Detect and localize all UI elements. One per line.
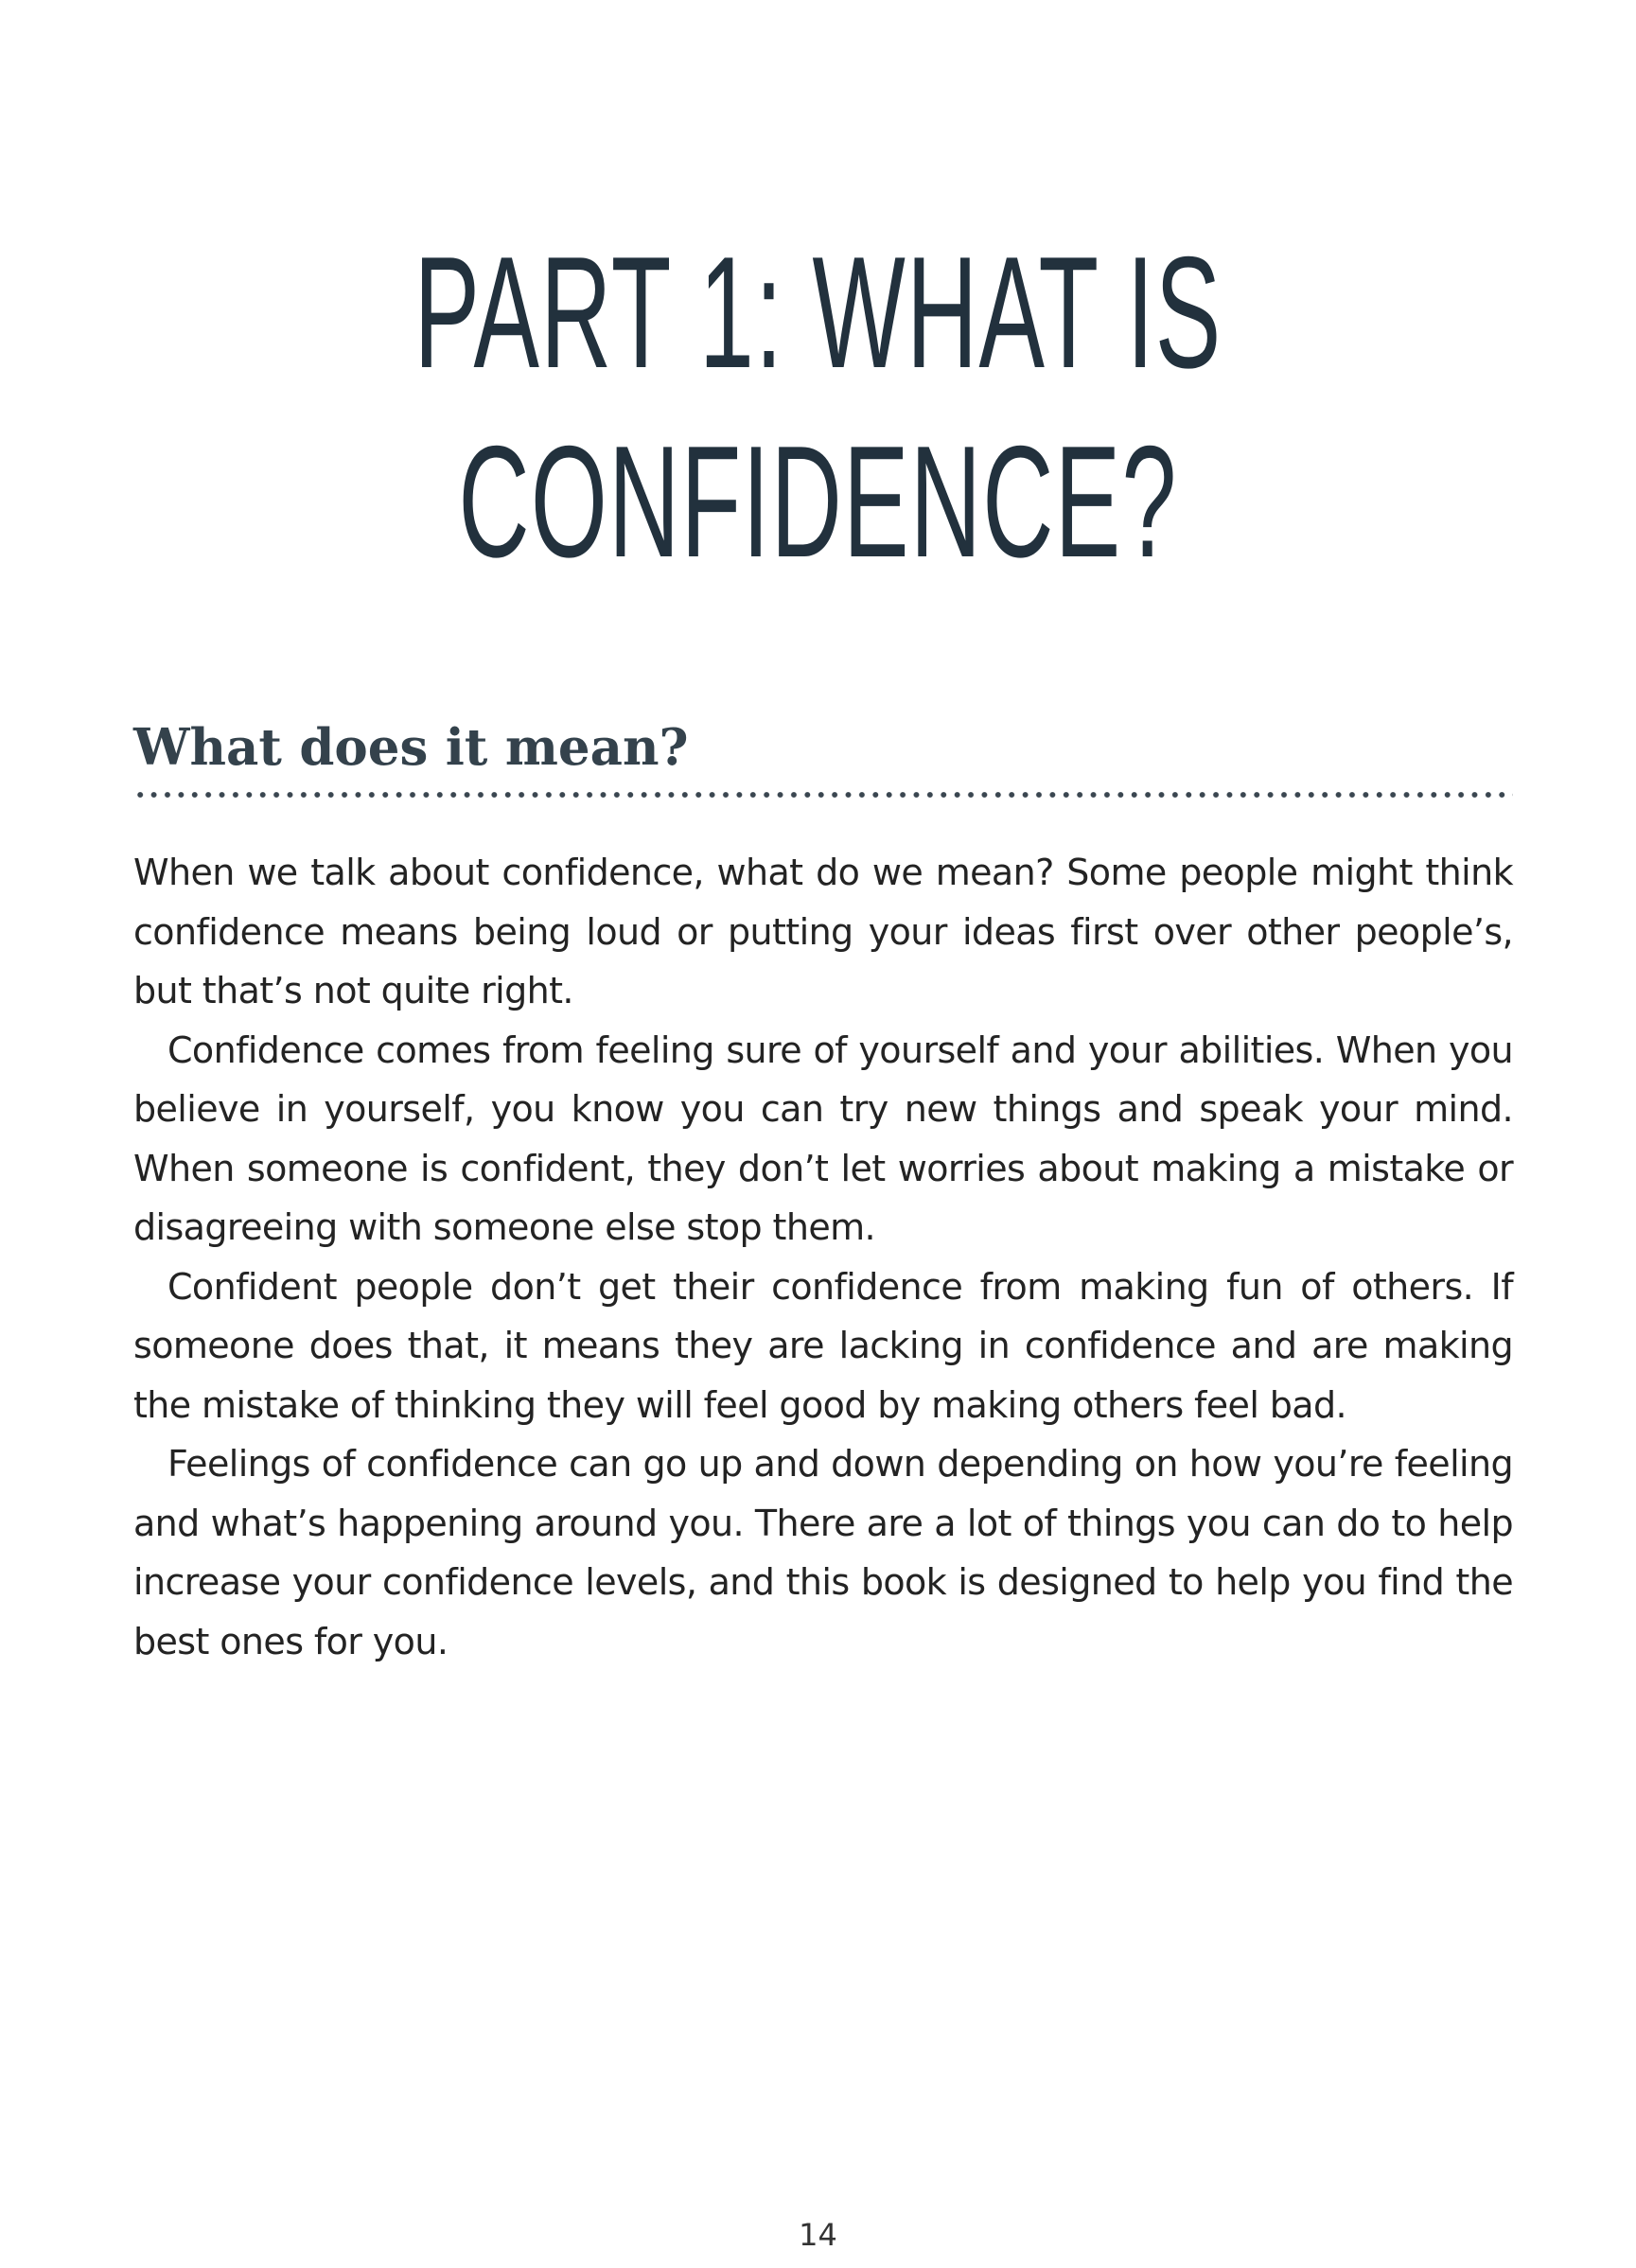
paragraph: Confident people don’t get their confidence from making fun of others. If someone does that, it means they are lacking in confidence and are making the mistake of thinking they will feel good by making others feel bad. (133, 1265, 1513, 1426)
paragraph: Confidence comes from feeling sure of yourself and your abilities. When you believe in yourself, you know you can try new things and speak your mind. When someone is confident, they don’t let worries about making a mistake or disagreeing with someone else stop them. (133, 1029, 1513, 1248)
page-number: 14 (799, 2217, 837, 2253)
paragraph: Feelings of confidence can go up and down depending on how you’re feeling and what’s happening around you. There are a lot of things you can do to help increase your confidence levels, and this book is designed to help you find the best ones for you. (133, 1443, 1513, 1662)
chapter-title-line-2: CONFIDENCE? (458, 413, 1178, 590)
paragraph: When we talk about confidence, what do we mean? Some people might think confidence means being loud or putting your ideas first over other people’s, but that’s not quite right. (133, 852, 1513, 1011)
chapter-title (311, 218, 1326, 596)
body-text (133, 843, 1513, 1671)
chapter-title-line-1: PART 1: WHAT IS (413, 223, 1223, 401)
section-heading: What does it mean? (133, 718, 689, 777)
dotted-divider (133, 790, 1513, 800)
